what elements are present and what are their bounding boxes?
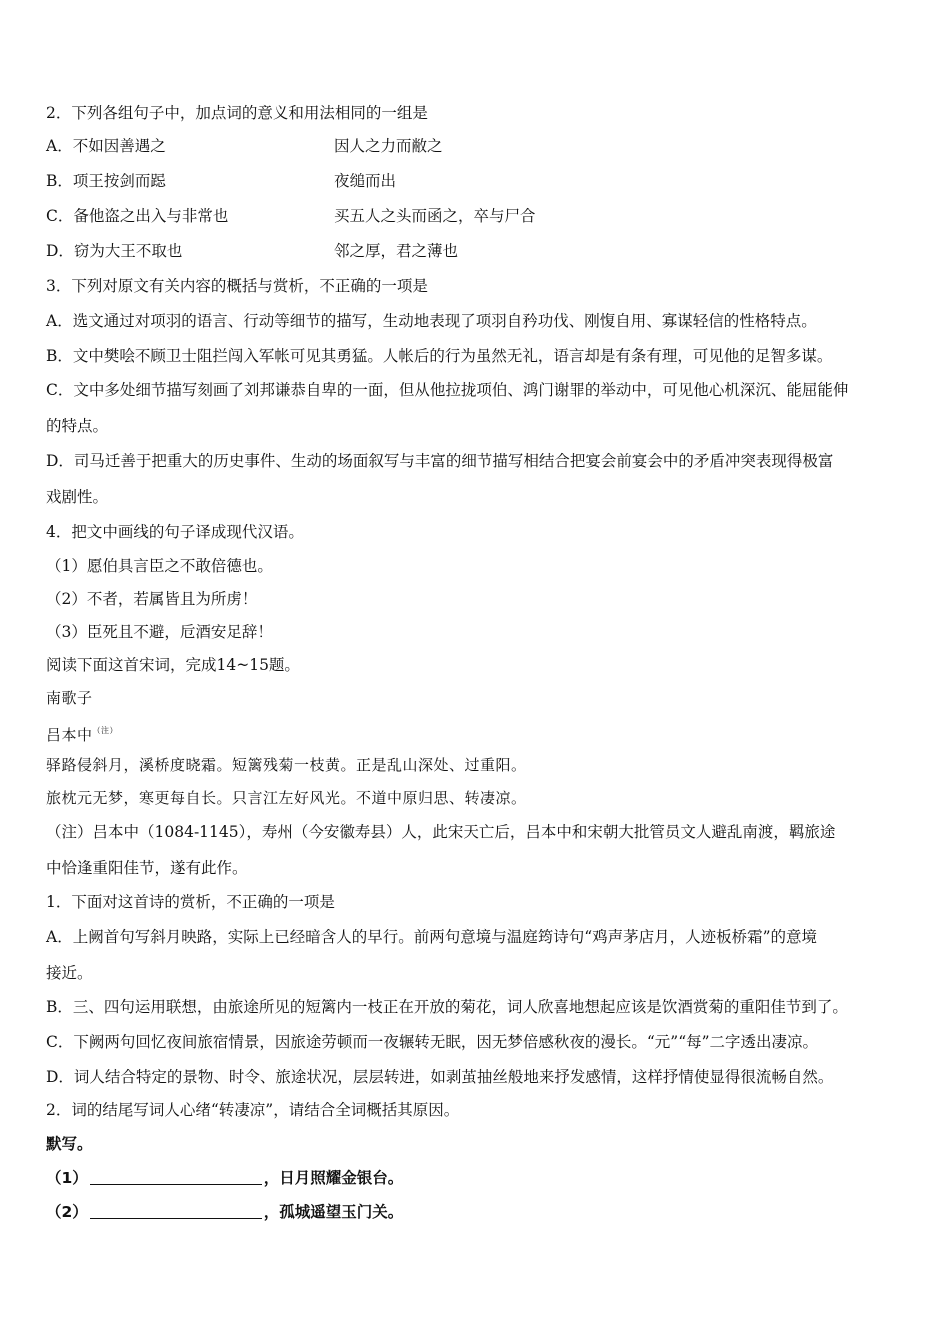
- item-number: （2）: [46, 1203, 88, 1221]
- pq1-option-b: B．三、四句运用联想，由旅途所见的短篱内一枝正在开放的菊花，词人欣喜地想起应该是饮酒赏菊的重阳佳节到了。: [46, 998, 848, 1016]
- q4-stem: 4．把文中画线的句子译成现代汉语。: [46, 523, 304, 541]
- dictation-title: 默写。: [46, 1135, 93, 1153]
- pq1-option-a-cont: 接近。: [46, 964, 93, 982]
- poem-note-cont: 中恰逢重阳佳节，遂有此作。: [46, 859, 248, 877]
- answer-blank[interactable]: [90, 1204, 262, 1219]
- q3-option-b: B．文中樊哙不顾卫士阻拦闯入军帐可见其勇猛。人帐后的行为虽然无礼，语言却是有条有理，可见他的足智多谋。: [46, 347, 833, 365]
- q3-option-c-cont: 的特点。: [46, 417, 109, 435]
- poem-line-2: 旅枕元无梦，寒更每自长。只言江左好风光。不道中原归思、转凄凉。: [46, 789, 527, 807]
- q2-option-a: [46, 135, 908, 157]
- option-right: 买五人之头而函之，卒与尸合: [334, 207, 536, 225]
- q3-stem: 3．下列对原文有关内容的概括与赏析，不正确的一项是: [46, 277, 428, 295]
- item-text: ，孤城遥望玉门关。: [263, 1203, 404, 1221]
- q3-option-c: C．文中多处细节描写刻画了刘邦谦恭自卑的一面，但从他拉拢项伯、鸿门谢罪的举动中，可见他心机深沉、能屈能伸: [46, 381, 849, 399]
- q3-option-d: D．司马迁善于把重大的历史事件、生动的场面叙写与丰富的细节描写相结合把宴会前宴会中的矛盾冲突表现得极富: [46, 452, 834, 470]
- poem-intro: 阅读下面这首宋词，完成14~15题。: [46, 656, 300, 674]
- pq2-stem: 2．词的结尾写词人心绪“转凄凉”，请结合全词概括其原因。: [46, 1101, 460, 1119]
- poem-note: （注）吕本中（1084-1145），寿州（今安徽寿县）人，此宋天亡后，吕本中和宋朝大批管员文人避乱南渡，羁旅途: [46, 823, 836, 841]
- q2-option-b: [46, 170, 908, 192]
- poem-line-1: 驿路侵斜月，溪桥度晓霜。短篱残菊一枝黄。正是乱山深处、过重阳。: [46, 756, 527, 774]
- answer-blank[interactable]: [90, 1170, 262, 1185]
- q2-stem: 2．下列各组句子中，加点词的意义和用法相同的一组是: [46, 104, 428, 122]
- option-left: C．备他盗之出入与非常也: [46, 207, 229, 225]
- q4-sentence-2: （2）不者，若属皆且为所虏！: [46, 590, 258, 608]
- pq1-option-a: A．上阙首句写斜月映路，实际上已经暗含人的早行。前两句意境与温庭筠诗句“鸡声茅店月，人迹板桥霜”的意境: [46, 928, 818, 946]
- dictation-item-2: [46, 1201, 403, 1223]
- option-left: B．项王按剑而跽: [46, 172, 166, 190]
- item-number: （1）: [46, 1169, 88, 1187]
- q4-sentence-1: （1）愿伯具言臣之不敢倍德也。: [46, 557, 273, 575]
- q3-option-d-cont: 戏剧性。: [46, 488, 109, 506]
- option-right: 邻之厚，君之薄也: [334, 242, 459, 260]
- pq1-stem: 1．下面对这首诗的赏析，不正确的一项是: [46, 893, 335, 911]
- option-right: 夜缒而出: [334, 172, 397, 190]
- poem-title: 南歌子: [46, 689, 93, 707]
- item-text: ，日月照耀金银台。: [263, 1169, 404, 1187]
- poem-author: [46, 720, 118, 746]
- dictation-item-1: [46, 1167, 403, 1189]
- q3-option-a: A．选文通过对项羽的语言、行动等细节的描写，生动地表现了项羽自矜功伐、刚愎自用、寡谋轻信的性格特点。: [46, 312, 817, 330]
- author-name: 吕本中: [46, 726, 93, 744]
- pq1-option-c: C．下阙两句回忆夜间旅宿情景，因旅途劳顿而一夜辗转无眠，因无梦倍感秋夜的漫长。“元”“每”二字透出凄凉。: [46, 1033, 819, 1051]
- q2-option-d: [46, 240, 908, 262]
- option-left: D．窃为大王不取也: [46, 242, 183, 260]
- q4-sentence-3: （3）臣死且不避，卮酒安足辞！: [46, 623, 273, 641]
- q2-option-c: [46, 205, 908, 227]
- note-marker: （注）: [92, 726, 119, 735]
- pq1-option-d: D．词人结合特定的景物、时令、旅途状况，层层转进，如剥茧抽丝般地来抒发感情，这样抒情使显得很流畅自然。: [46, 1068, 834, 1086]
- option-right: 因人之力而敝之: [334, 137, 443, 155]
- option-left: A．不如因善遇之: [46, 137, 166, 155]
